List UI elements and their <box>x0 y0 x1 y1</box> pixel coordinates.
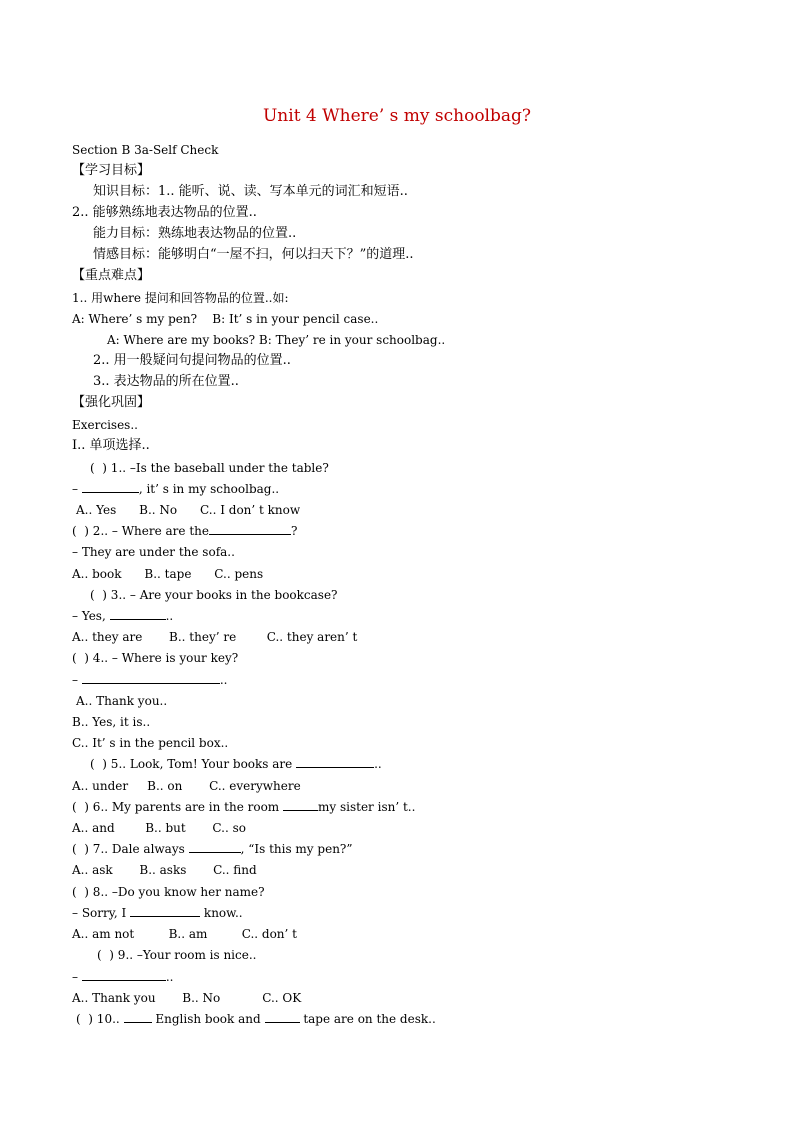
question-4-option-c: C.. It’ s in the pencil box.. <box>72 736 229 750</box>
answer-blank[interactable] <box>296 756 374 768</box>
answer-blank[interactable] <box>124 1011 152 1023</box>
question-4: ( ) 4.. – Where is your key? <box>72 651 239 665</box>
question-7: ( ) 7.. Dale always , “Is this my pen?” <box>72 842 353 856</box>
question-9: ( ) 9.. –Your room is nice.. <box>97 948 257 962</box>
page-title: Unit 4 Where’ s my schoolbag? <box>262 106 531 126</box>
key-line-3: A: Where are my books? B: They’ re in your schoolbag.. <box>107 333 446 347</box>
question-2-reply: – They are under the sofa.. <box>72 545 235 559</box>
question-3: ( ) 3.. – Are your books in the bookcase? <box>90 588 338 602</box>
answer-blank[interactable] <box>82 969 166 981</box>
goal-item-2: 2.. 能够熟练地表达物品的位置.. <box>72 205 257 220</box>
ability-goal: 能力目标：熟练地表达物品的位置.. <box>93 226 297 241</box>
answer-blank[interactable] <box>82 481 139 493</box>
question-6-options: A.. and B.. but C.. so <box>72 821 246 835</box>
question-3-options: A.. they are B.. they’ re C.. they aren’ t <box>72 630 358 644</box>
key-line-2: A: Where’ s my pen? B: It’ s in your pencil case.. <box>72 312 379 326</box>
answer-blank[interactable] <box>265 1011 300 1023</box>
part-1-label: I.. 单项选择.. <box>72 438 150 453</box>
question-1-reply: – , it’ s in my schoolbag.. <box>72 482 280 496</box>
emotion-goal: 情感目标：能够明白“一屋不扫，何以扫天下？”的道理.. <box>93 247 414 262</box>
question-8-options: A.. am not B.. am C.. don’ t <box>72 927 297 941</box>
goals-header: 【学习目标】 <box>72 163 151 178</box>
exercises-label: Exercises.. <box>72 418 138 432</box>
practice-header: 【强化巩固】 <box>72 395 151 410</box>
question-8-reply: – Sorry, I know.. <box>72 906 243 920</box>
key-line-5: 3.. 表达物品的所在位置.. <box>93 374 239 389</box>
question-7-options: A.. ask B.. asks C.. find <box>72 863 257 877</box>
question-2: ( ) 2.. – Where are the ? <box>72 524 298 538</box>
question-5-options: A.. under B.. on C.. everywhere <box>72 779 301 793</box>
answer-blank[interactable] <box>82 672 220 684</box>
question-1-options: A.. Yes B.. No C.. I don’ t know <box>76 503 301 517</box>
answer-blank[interactable] <box>283 799 318 811</box>
question-4-reply: – .. <box>72 673 228 687</box>
question-5: ( ) 5.. Look, Tom! Your books are .. <box>90 757 382 771</box>
answer-blank[interactable] <box>189 841 241 853</box>
answer-blank[interactable] <box>130 905 200 917</box>
question-9-reply: – .. <box>72 970 174 984</box>
question-2-options: A.. book B.. tape C.. pens <box>72 567 264 581</box>
key-line-1: 1.. 用where 提问和回答物品的位置..如: <box>72 291 289 305</box>
question-1: ( ) 1.. –Is the baseball under the table? <box>90 461 329 475</box>
question-6: ( ) 6.. My parents are in the room my sister isn’ t.. <box>72 800 416 814</box>
question-10: ( ) 10.. English book and tape are on the desk.. <box>76 1012 436 1026</box>
question-4-option-b: B.. Yes, it is.. <box>72 715 151 729</box>
answer-blank[interactable] <box>110 608 166 620</box>
section-label: Section B 3a-Self Check <box>72 143 219 157</box>
question-3-reply: – Yes, .. <box>72 609 174 623</box>
answer-blank[interactable] <box>209 523 291 535</box>
key-line-4: 2.. 用一般疑问句提问物品的位置.. <box>93 353 291 368</box>
question-8: ( ) 8.. –Do you know her name? <box>72 885 265 899</box>
question-9-options: A.. Thank you B.. No C.. OK <box>72 991 302 1005</box>
question-4-option-a: A.. Thank you.. <box>76 694 168 708</box>
knowledge-goal: 知识目标：1.. 能听、说、读、写本单元的词汇和短语.. <box>93 184 408 199</box>
key-header: 【重点难点】 <box>72 268 151 283</box>
